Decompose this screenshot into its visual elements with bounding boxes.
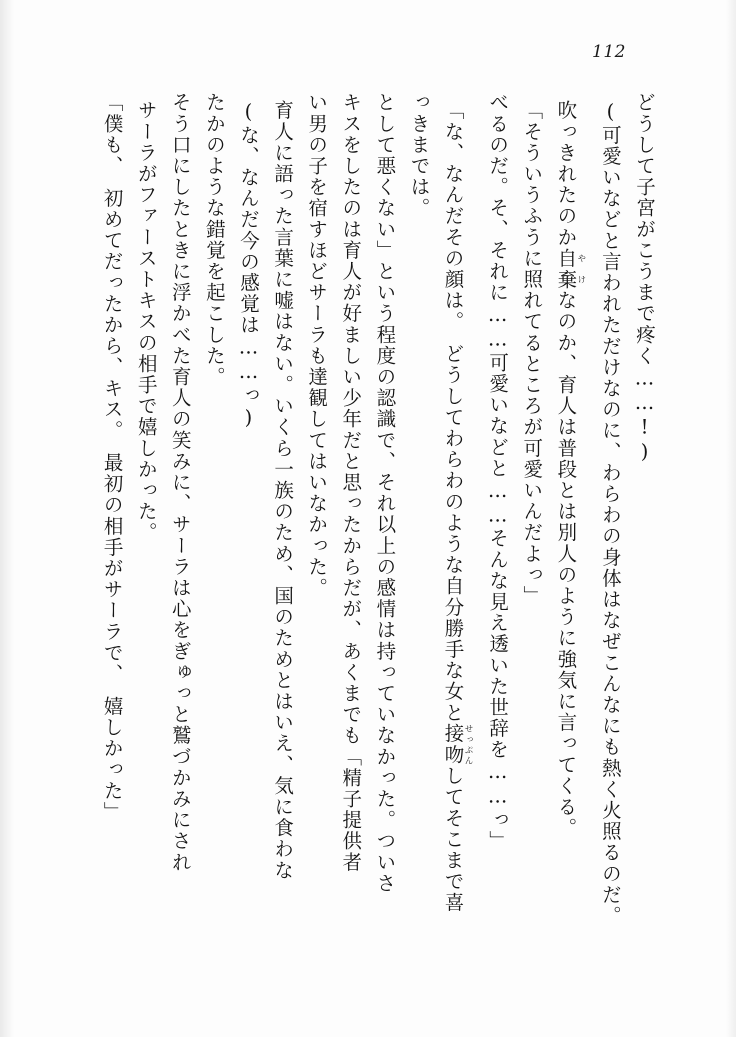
text-line: たかのような錯覚を起こした。: [202, 92, 226, 388]
text-line: キスをしたのは育人が好ましい少年だと思ったからだが、あくまでも「精子提供者: [339, 92, 363, 873]
text-line: い男の子を宿すほどサーラも達観してはいなかった。: [305, 92, 329, 599]
text-line: っきまでは。: [407, 92, 431, 219]
text-line: そう口にしたときに浮かべた育人の笑みに、サーラは心をぎゅっと鷲づかみにされ: [168, 92, 192, 873]
text-line: 「僕も、 初めてだったから、キス。 最初の相手がサーラで、 嬉しかった」: [100, 92, 124, 823]
text-line: 「な、なんだその顔は。 どうしてわらわのような自分勝手な女と接吻せっぷんしてそこまで喜: [441, 100, 474, 914]
text-line: として悪くない」という程度の認識で、それ以上の感情は持っていなかった。ついさ: [373, 92, 397, 894]
text-line: (可愛いなどと言われただけなのに、わらわの身体はなぜこんなにも熱く火照るのだ。: [598, 100, 622, 927]
vertical-text-block: [102, 92, 654, 947]
text-line: どうして子宮がこうまで疼く……!): [633, 92, 656, 465]
page-number: 112: [592, 42, 626, 62]
text-line: サーラがファーストキスの相手で嬉しかった。: [134, 100, 158, 544]
text-line: 吹っきれたのか自棄やけなのか、育人は普段とは別人のように強気に言ってくる。: [554, 100, 586, 839]
text-line: 育人に語った言葉に嘘はない。いくら一族のため、国のためとはいえ、気に食わな: [271, 100, 295, 881]
text-line: 「そういうふうに照れてるところが可愛いんだよっ」: [520, 100, 544, 607]
text-line: べるのだ。そ、それに……可愛いなどと……そんな見え透いた世辞を……っ」: [486, 92, 510, 852]
text-line: (な、なんだ今の感覚は……っ): [236, 100, 260, 431]
